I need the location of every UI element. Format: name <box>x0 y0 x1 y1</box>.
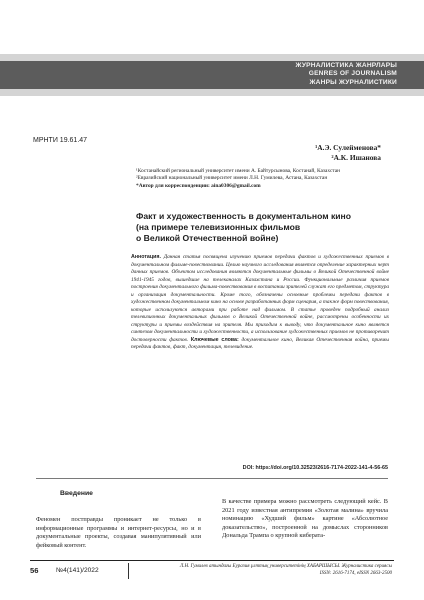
abstract-text: Данная статья посвящена изучению приемов передачи фактов и художественных приемов в документальном фильме-повествовании. Целью научного исследования является определение характерных черт данных приемов. Объектом исследования являются документальные фильмы о Великой Отечественной войне 1941-1945 годов, вышедшие на телеканалах Казахстана и России. Функциональные различия приемов построения документального фильма-повествования в воспитании зрителей служат его предметом, структура и организация документальности. Кроме того, обозначены основные проблемы передачи фактов в художественном документальном кино на основе разработанных форм сценария, а также форм повествования, которые используются авторами при работе над фильмом. В статье проведен подробный анализ телевизионных документальных фильмов о Великой Отечественной войне, рассмотрены особенности их структуры и приемы воздействия на зрителя. Мы приходим к выводу, что документальное кино является синтезом документальности и художественности, а использование художественных приемов не противоречит достоверности фактов. <box>131 254 390 343</box>
issue-number: №4(141)/2022 <box>56 567 99 574</box>
abstract <box>131 254 389 352</box>
author-list <box>315 143 381 163</box>
mrnti-code: МРНТИ 19.61.47 <box>33 137 88 144</box>
keywords-text: документальное кино, Великая Отечественная война, приемы передачи фактов, факт, документация, телевидение. <box>131 336 390 350</box>
body-right-column: В качестве примера можно рассмотреть следующий кейс. В 2021 году известная антипремия «Золотая малина» вручила номинацию «Худший фильм» картине «Абсолютное доказательство», построенной на домыслах сторонников Дональда Трампа о крупной киберата- <box>222 498 388 540</box>
title-line-1: Факт и художественность в документальном кино <box>136 211 351 221</box>
section-rubric <box>296 62 397 87</box>
correspondence-email: *Автор для корреспонденции: aina0306@gmail.com <box>136 182 261 189</box>
section-divider <box>36 478 388 479</box>
introduction-heading: Введение <box>60 490 93 497</box>
journal-title: Л.Н. Гумилев атындағы Еуразия ұлттық университетінің ХАБАРШЫСЫ. Журналистика сериясы <box>179 564 392 569</box>
author-2: ²А.К. Ишанова <box>331 153 381 162</box>
author-1: ¹А.Э. Сулейменова* <box>315 143 381 152</box>
section-rubric-band <box>0 61 424 89</box>
abstract-label: Аннотация. <box>131 254 161 260</box>
rubric-english: GENRES OF JOURNALISM <box>308 70 397 78</box>
keywords-label: Ключевые слова: <box>190 336 239 343</box>
rubric-russian: ЖАНРЫ ЖУРНАЛИСТИКИ <box>309 78 397 86</box>
journal-info <box>134 563 392 577</box>
affiliations <box>136 168 381 190</box>
journal-issn: ISSN: 2616-7174, eISSN 2663-2500 <box>319 571 392 576</box>
doi-link[interactable]: DOI: https://doi.org/10.32523/2616-7174-2022-141-4-56-65 <box>242 465 388 471</box>
rubric-kazakh: ЖУРНАЛИСТИКА ЖАНРЛАРЫ <box>295 62 397 69</box>
footer-rule <box>30 560 394 561</box>
title-line-2: (на примере телевизионных фильмов <box>136 222 301 232</box>
article-title <box>136 211 386 244</box>
affiliation-2: ²Евразийский национальный университет имени Л.Н. Гумилева, Астана, Казахстан <box>136 175 328 182</box>
affiliation-1: ¹Костанайский региональный университет имени А. Байтурсынова, Костанай, Казахстан <box>136 168 341 174</box>
body-left-column: Феномен постправды проникает не только в информационные программы и интернет-ресурсы, но и в документальные проекты, создавая манипулятивный или фейковый контент. <box>36 516 201 549</box>
page-number: 56 <box>30 566 39 575</box>
footer-separator <box>128 563 129 579</box>
title-line-3: о Великой Отечественной войне) <box>136 233 279 243</box>
